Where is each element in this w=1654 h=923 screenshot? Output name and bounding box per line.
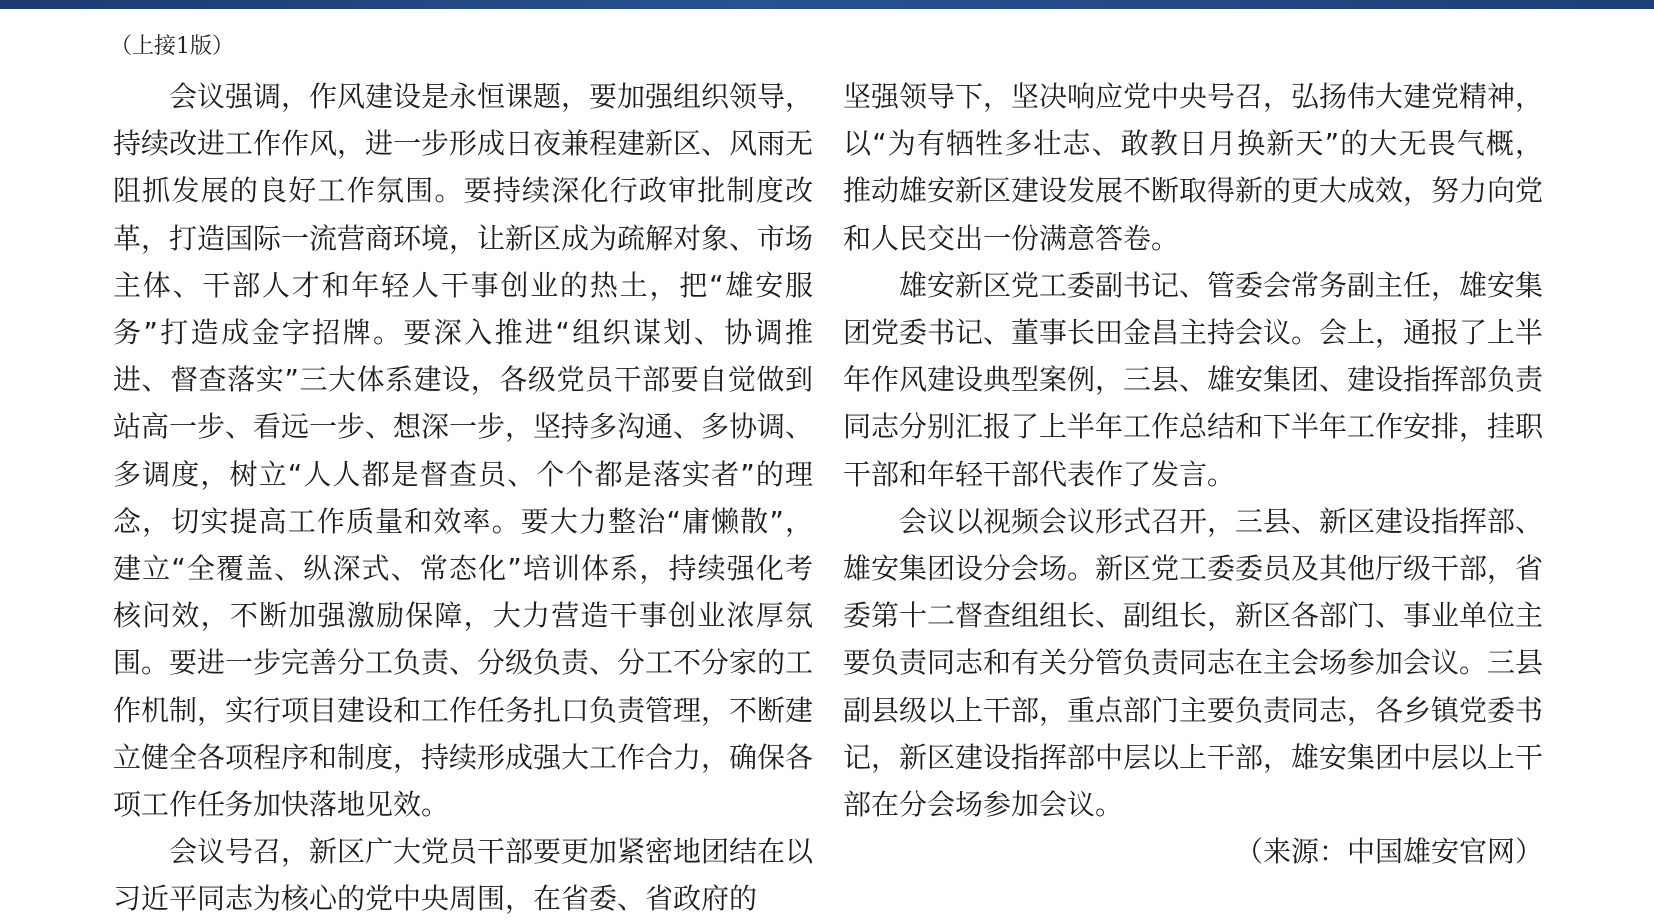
article-paragraph: 会议强调，作风建设是永恒课题，要加强组织领导，持续改进工作作风，进一步形成日夜兼程建新区、风雨无阻抓发展的良好工作氛围。要持续深化行政审批制度改革，打造国际一流营商环境，让新区成为疏解对象、市场主体、干部人才和年轻人干事创业的热土，把“雄安服务”打造成金字招牌。要深入推进“组织谋划、协调推进、督查落实”三大体系建设，各级党员干部要自觉做到站高一步、看远一步、想深一步，坚持多沟通、多协调、多调度，树立“人人都是督查员、个个都是落实者”的理念，切实提高工作质量和效率。要大力整治“庸懒散”，建立“全覆盖、纵深式、常态化”培训体系，持续强化考核问效，不断加强激励保障，大力营造干事创业浓厚氛围。要进一步完善分工负责、分级负责、分工不分家的工作机制，实行项目建设和工作任务扎口负责管理，不断建立健全各项程序和制度，持续形成强大工作合力，确保各项工作任务加快落地见效。 [113, 80, 814, 822]
article-paragraph: 会议号召，新区广大党员干部要更加紧密地团结在以习近平同志为核心的党中央周围，在省委、省政府的 [113, 835, 814, 916]
continued-from-note: （上接1版） [110, 34, 234, 59]
article-paragraph: 会议以视频会议形式召开，三县、新区建设指挥部、雄安集团设分会场。新区党工委委员及其他厅级干部，省委第十二督查组组长、副组长，新区各部门、事业单位主要负责同志和有关分管负责同志在主会场参加会议。三县副县级以上干部，重点部门主要负责同志，各乡镇党委书记，新区建设指挥部中层以上干部，雄安集团中层以上干部在分会场参加会议。 [843, 504, 1544, 822]
top-color-bar [0, 0, 1654, 9]
article-paragraph-continued: 坚强领导下，坚决响应党中央号召，弘扬伟大建党精神，以“为有牺牲多壮志、敢教日月换新天”的大无畏气概，推动雄安新区建设发展不断取得新的更大成效，努力向党和人民交出一份满意答卷。 [843, 80, 1544, 255]
article-column-left [113, 73, 813, 923]
article-paragraph: 雄安新区党工委副书记、管委会常务副主任，雄安集团党委书记、董事长田金昌主持会议。会上，通报了上半年作风建设典型案例，三县、雄安集团、建设指挥部负责同志分别汇报了上半年工作总结和下半年工作安排，挂职干部和年轻干部代表作了发言。 [843, 268, 1544, 491]
article-column-right [843, 73, 1543, 875]
source-credit: （来源：中国雄安官网） [1234, 835, 1543, 869]
